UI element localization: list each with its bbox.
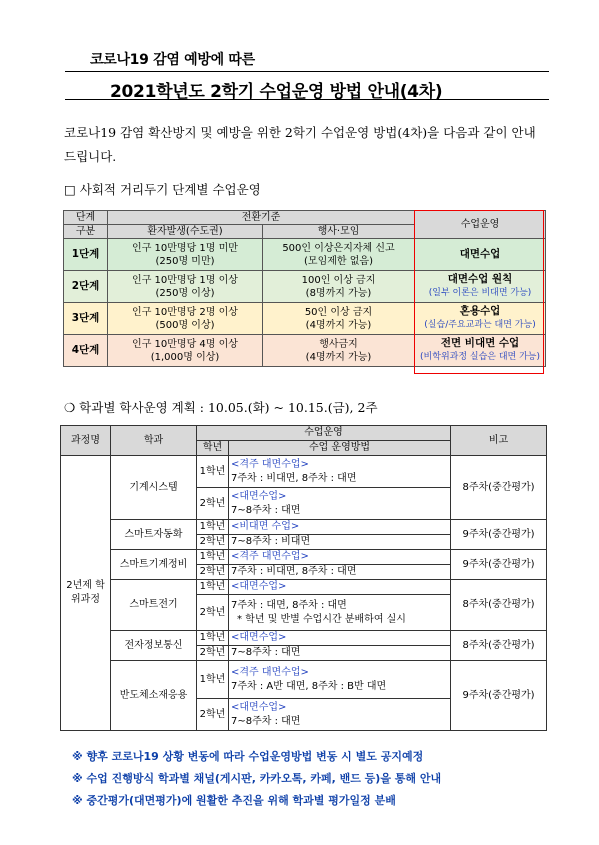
year-cell: 1학년 <box>197 661 229 699</box>
dept-name: 스마트자동화 <box>111 520 197 550</box>
header-stage-bottom: 구분 <box>64 225 108 239</box>
dept-name: 스마트전기 <box>111 580 197 631</box>
year-cell: 2학년 <box>197 699 229 731</box>
table-row <box>61 456 547 488</box>
remark-cell: 8주차(중간평가) <box>451 456 547 520</box>
header-mode: 수업운영 <box>415 211 546 239</box>
mode-cell: 대면수업 원칙 (일부 이론은 비대면 가능) <box>415 271 546 303</box>
mode-cell: 혼용수업 (실습/주요교과는 대면 가능) <box>415 303 546 335</box>
table-row <box>61 631 547 646</box>
cases-cell: 인구 10만명당 4명 이상 (1,000명 이상) <box>108 335 263 367</box>
header-operation: 수업운영 <box>197 426 451 441</box>
method-cell: 7주차 : 대면, 8주차 : 대면 * 학년 및 반별 수업시간 분배하여 실시 <box>229 595 451 631</box>
year-cell: 1학년 <box>197 550 229 565</box>
method-cell: <격주 대면수업> 7주차 : A반 대면, 8주차 : B반 대면 <box>229 661 451 699</box>
notes-list <box>72 746 441 812</box>
section-title-stages: □ 사회적 거리두기 단계별 수업운영 <box>64 182 261 197</box>
method-cell: 7~8주차 : 비대면 <box>229 535 451 550</box>
table-row <box>64 239 546 271</box>
method-cell: <대면수업> 7~8주차 : 대면 <box>229 699 451 731</box>
table-row <box>61 661 547 699</box>
method-cell: <대면수업> <box>229 631 451 646</box>
table-row <box>64 271 546 303</box>
header-criteria: 전환기준 <box>108 211 415 225</box>
table-row <box>61 520 547 535</box>
dept-name: 기계시스템 <box>111 456 197 520</box>
method-cell: <비대면 수업> <box>229 520 451 535</box>
header-course: 과정명 <box>61 426 111 456</box>
year-cell: 1학년 <box>197 631 229 646</box>
note-item: ※ 중간평가(대면평가)에 원활한 추진을 위해 학과별 평가일정 분배 <box>72 794 396 807</box>
remark-cell: 9주차(중간평가) <box>451 661 547 731</box>
intro-paragraph: 코로나19 감염 확산방지 및 예방을 위한 2학기 수업운영 방법(4차)을 다음과 같이 안내드립니다. <box>64 125 536 164</box>
department-table <box>60 425 547 731</box>
stage-label: 4단계 <box>64 335 108 367</box>
dept-name: 전자정보통신 <box>111 631 197 661</box>
year-cell: 2학년 <box>197 535 229 550</box>
events-cell: 행사금지 (4명까지 가능) <box>263 335 415 367</box>
method-cell: <격주 대면수업> <box>229 550 451 565</box>
table-row <box>61 580 547 595</box>
cases-cell: 인구 10만명당 1명 미만 (250명 미만) <box>108 239 263 271</box>
mode-cell: 전면 비대면 수업 (비학위과정 실습은 대면 가능) <box>415 335 546 367</box>
year-cell: 1학년 <box>197 520 229 535</box>
mode-cell: 대면수업 <box>415 239 546 271</box>
header-remark: 비고 <box>451 426 547 456</box>
method-cell: <격주 대면수업> 7주차 : 비대면, 8주차 : 대면 <box>229 456 451 488</box>
dept-name: 반도체소재응용 <box>111 661 197 731</box>
stage-table <box>63 210 546 367</box>
remark-cell: 8주차(중간평가) <box>451 580 547 631</box>
year-cell: 1학년 <box>197 456 229 488</box>
title-rule-top <box>65 71 549 72</box>
year-cell: 2학년 <box>197 646 229 661</box>
dept-name: 스마트기계정비 <box>111 550 197 580</box>
method-cell: <대면수업> 7~8주차 : 대면 <box>229 488 451 520</box>
method-cell: 7~8주차 : 대면 <box>229 646 451 661</box>
cases-cell: 인구 10만명당 2명 이상 (500명 이상) <box>108 303 263 335</box>
header-cases: 환자발생(수도권) <box>108 225 263 239</box>
events-cell: 500인 이상은지자체 신고 (모임제한 없음) <box>263 239 415 271</box>
document-title: 2021학년도 2학기 수업운영 방법 안내(4차) <box>110 82 443 102</box>
remark-cell: 9주차(중간평가) <box>451 550 547 580</box>
table-row <box>64 335 546 367</box>
remark-cell: 9주차(중간평가) <box>451 520 547 550</box>
document-subtitle: 코로나19 감염 예방에 따른 <box>90 52 255 68</box>
section-title-departments: ❍ 학과별 학사운영 계획 : 10.05.(화) ~ 10.15.(금), 2주 <box>64 400 378 415</box>
header-stage-top: 단계 <box>64 211 108 225</box>
events-cell: 50인 이상 금지 (4명까지 가능) <box>263 303 415 335</box>
course-cell: 2년제 학위과정 <box>61 456 111 731</box>
method-cell: 7주차 : 비대면, 8주차 : 대면 <box>229 565 451 580</box>
events-cell: 100인 이상 금지 (8명까지 가능) <box>263 271 415 303</box>
cases-cell: 인구 10만명당 1명 이상 (250명 이상) <box>108 271 263 303</box>
remark-cell: 8주차(중간평가) <box>451 631 547 661</box>
title-rule-bottom <box>65 99 549 100</box>
note-item: ※ 향후 코로나19 상황 변동에 따라 수업운영방법 변동 시 별도 공지예정 <box>72 750 424 763</box>
header-dept: 학과 <box>111 426 197 456</box>
year-cell: 2학년 <box>197 488 229 520</box>
method-cell: <대면수업> <box>229 580 451 595</box>
table-row <box>64 303 546 335</box>
year-cell: 2학년 <box>197 565 229 580</box>
header-method: 수업 운영방법 <box>229 441 451 456</box>
table-row <box>61 550 547 565</box>
header-year: 학년 <box>197 441 229 456</box>
stage-label: 2단계 <box>64 271 108 303</box>
note-item: ※ 수업 진행방식 학과별 채널(게시판, 카카오톡, 카페, 밴드 등)을 통해 안내 <box>72 772 442 785</box>
header-events: 행사·모임 <box>263 225 415 239</box>
year-cell: 1학년 <box>197 580 229 595</box>
stage-label: 3단계 <box>64 303 108 335</box>
year-cell: 2학년 <box>197 595 229 631</box>
stage-label: 1단계 <box>64 239 108 271</box>
